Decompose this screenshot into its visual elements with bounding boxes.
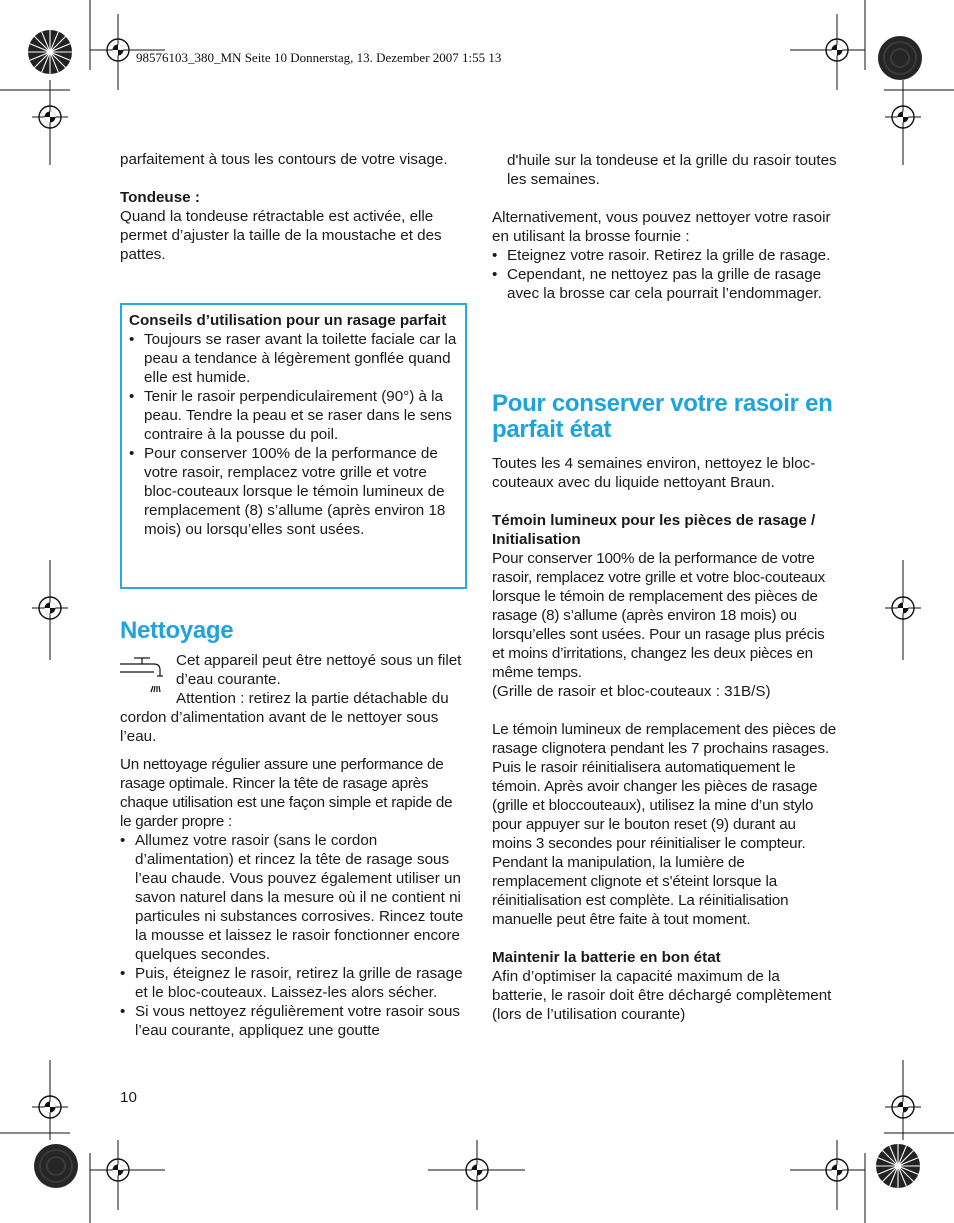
print-slug: 98576103_380_MN Seite 10 Donnerstag, 13. Dezember 2007 1:55 13 — [136, 50, 502, 65]
cleaning-item: • Puis, éteignez le rasoir, retirez la grille de rasage et le bloc-couteaux. Laissez-les alors sécher. — [120, 964, 465, 1002]
cleaning-title: Nettoyage — [120, 617, 234, 644]
battery-heading: Maintenir la batterie en bon état — [492, 949, 721, 966]
cleaning-body — [120, 755, 465, 1040]
cleaning-item-3-continued: d'huile sur la tondeuse et la grille du rasoir toutes les semaines. — [507, 152, 837, 188]
left-column — [120, 150, 465, 264]
brush-section — [492, 208, 837, 303]
maintenance-body — [492, 454, 837, 1024]
alt-item: • Cependant, ne nettoyez pas la grille de rasage avec la brosse car cela pourrait l’endommager. — [492, 265, 837, 303]
cleaning-intro-2-wrap — [120, 689, 466, 746]
trimmer-text: Quand la tondeuse rétractable est activée, elle permet d’ajuster la taille de la moustache et des pattes. — [120, 208, 442, 263]
cleaning-item — [120, 1002, 465, 1040]
page-number: 10 — [120, 1089, 137, 1106]
tips-heading: Conseils d’utilisation pour un rasage parfait — [129, 312, 447, 329]
battery-text: Afin d’optimiser la capacité maximum de la batterie, le rasoir doit être déchargé complètement (lors de l’utilisation courante) — [492, 968, 832, 1023]
cleaning-item-3-start: Si vous nettoyez régulièrement votre rasoir sous l’eau courante, appliquez une goutte — [135, 1003, 460, 1039]
cleaning-intro-2 — [120, 689, 466, 746]
trimmer-heading: Tondeuse : — [120, 189, 200, 206]
maintenance-text: Toutes les 4 semaines environ, nettoyez le bloc-couteaux avec du liquide nettoyant Braun. — [492, 455, 816, 491]
cleaning-intro-2-text: Attention : retirez la partie détachable du cordon d’alimentation avant de le nettoyer sous l’eau. — [120, 690, 449, 745]
indicator-heading: Témoin lumineux pour les pièces de rasage / Initialisation — [492, 512, 816, 548]
tips-box — [120, 303, 467, 589]
alt-item: • Eteignez votre rasoir. Retirez la grille de rasage. — [492, 246, 837, 265]
cleaning-item: • Allumez votre rasoir (sans le cordon d’alimentation) et rincez la tête de rasage sous l’eau chaude. Vous pouvez également utiliser un savon naturel dans la mesure où il ne contient ni particules ni substances corrosives. Rincez toute la mousse et laissez le rasoir fonctionner encore quelques secondes. — [120, 831, 465, 964]
cleaning-intro-1: Cet appareil peut être nettoyé sous un filet d’eau courante. — [176, 652, 462, 688]
alt-text: Alternativement, vous pouvez nettoyer votre rasoir en utilisant la brosse fournie : — [492, 209, 831, 245]
indicator-parts: (Grille de rasoir et bloc-couteaux : 31B/S) — [492, 683, 771, 700]
tips-item: • Toujours se raser avant la toilette faciale car la peau a tendance à légèrement gonflée quand elle est humide. — [129, 330, 457, 387]
reset-text: Le témoin lumineux de remplacement des pièces de rasage clignotera pendant les 7 prochains rasages. Puis le rasoir réinitialisera automatiquement le témoin. Après avoir changer les pièces de rasage (grille et bloccouteaux), utilisez la mine d’un stylo pour appuyer sur le bouton reset (9) durant au moins 3 secondes pour réinitialiser le compteur. Pendant la manipulation, la lumière de remplacement clignote et s'éteint lorsque la réinitialisation est complète. La réinitialisation manuelle peut être faite à tout moment. — [492, 721, 836, 928]
tips-item: • Tenir le rasoir perpendiculairement (90°) à la peau. Tendre la peau et se raser dans le sens contraire à la pousse du poil. — [129, 387, 457, 444]
indicator-text: Pour conserver 100% de la performance de votre rasoir, remplacez votre grille et votre bloc-couteaux lorsque le témoin de remplacement des pièces de rasage (8) s’allume (après environ 18 mois) ou lorsqu’elles sont usées. Pour un rasage plus précis et moins d’irritations, changez les deux pièces en même temps. — [492, 550, 825, 681]
tips-item: • Pour conserver 100% de la performance de votre rasoir, remplacez votre grille et votre bloc-couteaux lorsque le témoin lumineux de remplacement (8) s’allume (après environ 18 mois) ou lorsqu’elles sont usées. — [129, 444, 457, 539]
maintenance-title: Pour conserver votre rasoir en parfait état — [492, 390, 833, 443]
cleaning-text: Un nettoyage régulier assure une performance de rasage optimale. Rincer la tête de rasage après chaque utilisation est une façon simple et rapide de le garder propre : — [120, 756, 453, 830]
intro-text: parfaitement à tous les contours de votre visage. — [120, 151, 448, 168]
